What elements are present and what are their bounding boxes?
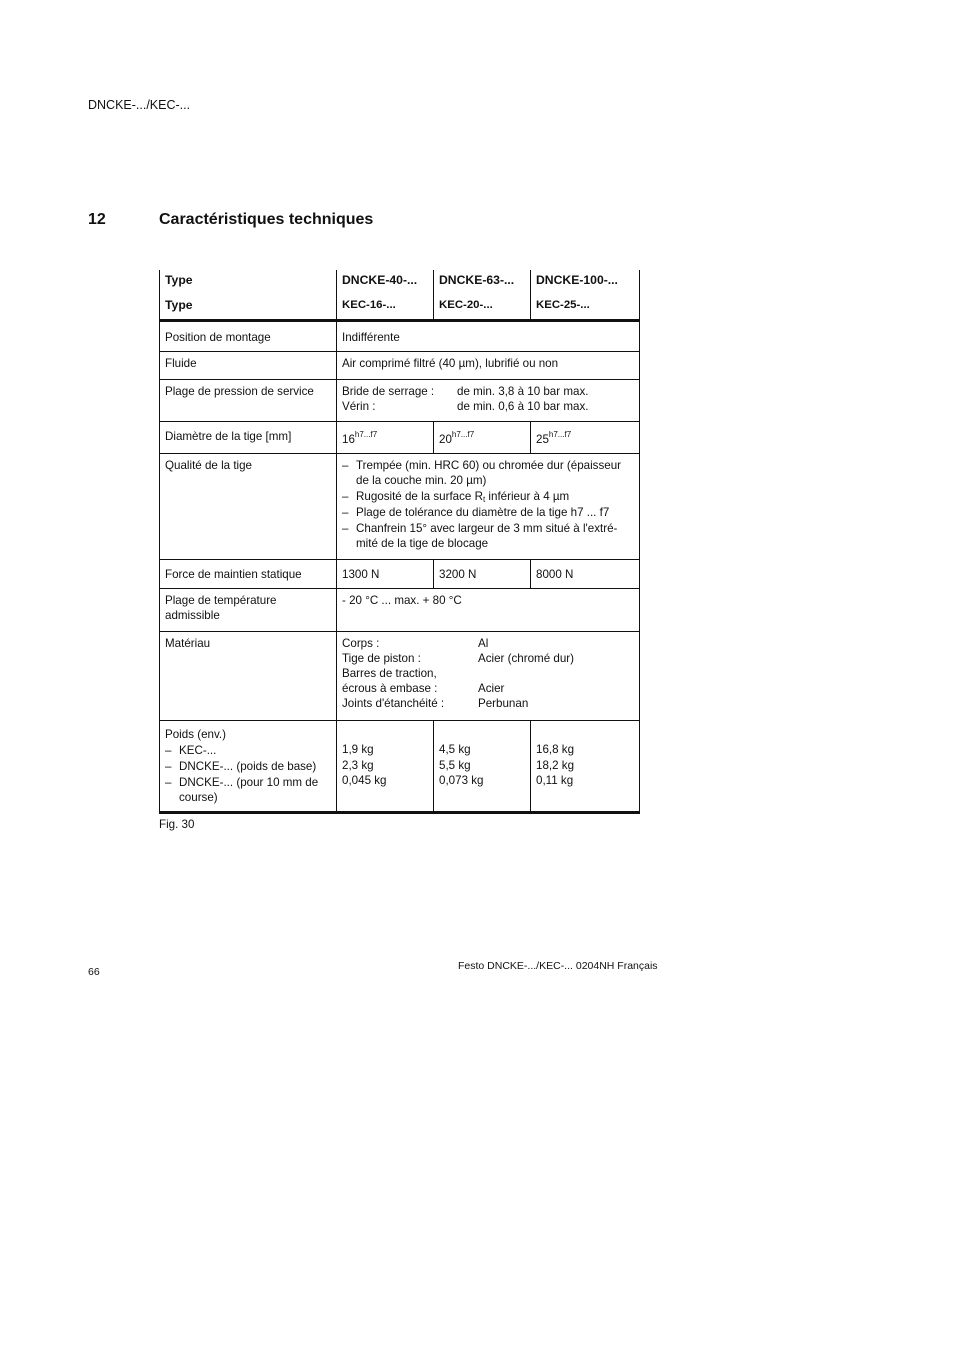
list-item: – Trempée (min. HRC 60) ou chromée dur (épaisseur de la couche min. 20 µm): [342, 459, 622, 487]
list-item: – KEC-...: [165, 744, 217, 757]
table-row: [160, 589, 640, 632]
row-value: 1,9 kg 2,3 kg 0,045 kg: [337, 721, 434, 813]
table-row: [160, 380, 640, 422]
list-item: – Rugosité de la surface $R_t$ inférieur à 4 µm: [342, 490, 570, 504]
row-label: Poids (env.) – KEC-... – DNCKE-... (poids de base) – DNCKE-... (pour 10 mm de course): [160, 721, 337, 813]
table-row: [160, 721, 640, 813]
table-header-row: [160, 270, 640, 321]
row-label: Diamètre de la tige [mm]: [160, 422, 337, 454]
table-row: [160, 422, 640, 454]
row-value: Bride de serrage : de min. 3,8 à 10 bar max. Vérin : de min. 0,6 à 10 bar max.: [337, 380, 640, 422]
list-item: – Chanfrein 15° avec largeur de 3 mm situé à l'extré-mité de la tige de blocage: [342, 522, 618, 550]
table-row: [160, 454, 640, 560]
row-label: Fluide: [160, 352, 337, 380]
table-row: [160, 321, 640, 352]
header-cell-100: DNCKE-100-... KEC-25-...: [531, 270, 640, 321]
row-label: Plage de pression de service: [160, 380, 337, 422]
row-value: $25^{h7...f7}$: [531, 422, 640, 454]
header-cell-63: DNCKE-63-... KEC-20-...: [434, 270, 531, 321]
row-value: Air comprimé filtré (40 µm), lubrifié ou non: [337, 352, 640, 380]
row-value: [337, 454, 640, 560]
row-value: $16^{h7...f7}$: [337, 422, 434, 454]
row-label: Force de maintien statique: [160, 560, 337, 589]
row-value: 3200 N: [434, 560, 531, 589]
page-number: 66: [88, 966, 100, 978]
row-label: Qualité de la tige: [160, 454, 337, 560]
row-label: Plage de température admissible: [160, 589, 337, 632]
row-value: 8000 N: [531, 560, 640, 589]
section-number: 12: [88, 211, 106, 228]
header-cell-type: Type Type: [160, 270, 337, 321]
table-row: [160, 632, 640, 721]
row-value: 16,8 kg 18,2 kg 0,11 kg: [531, 721, 640, 813]
row-label: Matériau: [160, 632, 337, 721]
running-header: DNCKE-.../KEC-...: [88, 98, 191, 112]
row-value: - 20 °C ... max. + 80 °C: [337, 589, 640, 632]
figure-caption: Fig. 30: [159, 818, 195, 831]
section-title: Caractéristiques techniques: [159, 211, 374, 228]
row-value: Indifférente: [337, 321, 640, 352]
row-value: $20^{h7...f7}$: [434, 422, 531, 454]
row-value: 1300 N: [337, 560, 434, 589]
list-item: – DNCKE-... (pour 10 mm de course): [165, 776, 319, 804]
table-row: [160, 560, 640, 589]
row-label: Position de montage: [160, 321, 337, 352]
list-item: – DNCKE-... (poids de base): [165, 760, 317, 773]
row-value: 4,5 kg 5,5 kg 0,073 kg: [434, 721, 531, 813]
header-cell-40: DNCKE-40-... KEC-16-...: [337, 270, 434, 321]
table-row: [160, 352, 640, 380]
list-item: – Plage de tolérance du diamètre de la tige h7 ... f7: [342, 506, 610, 519]
technical-data-table: [159, 270, 640, 814]
row-value: Corps : Al Tige de piston : Acier (chromé dur) Barres de traction, écrous à embase : Acier Joints d'étanchéité : Perbunan: [337, 632, 640, 721]
footer-text: Festo DNCKE-.../KEC-... 0204NH Français: [458, 960, 658, 972]
